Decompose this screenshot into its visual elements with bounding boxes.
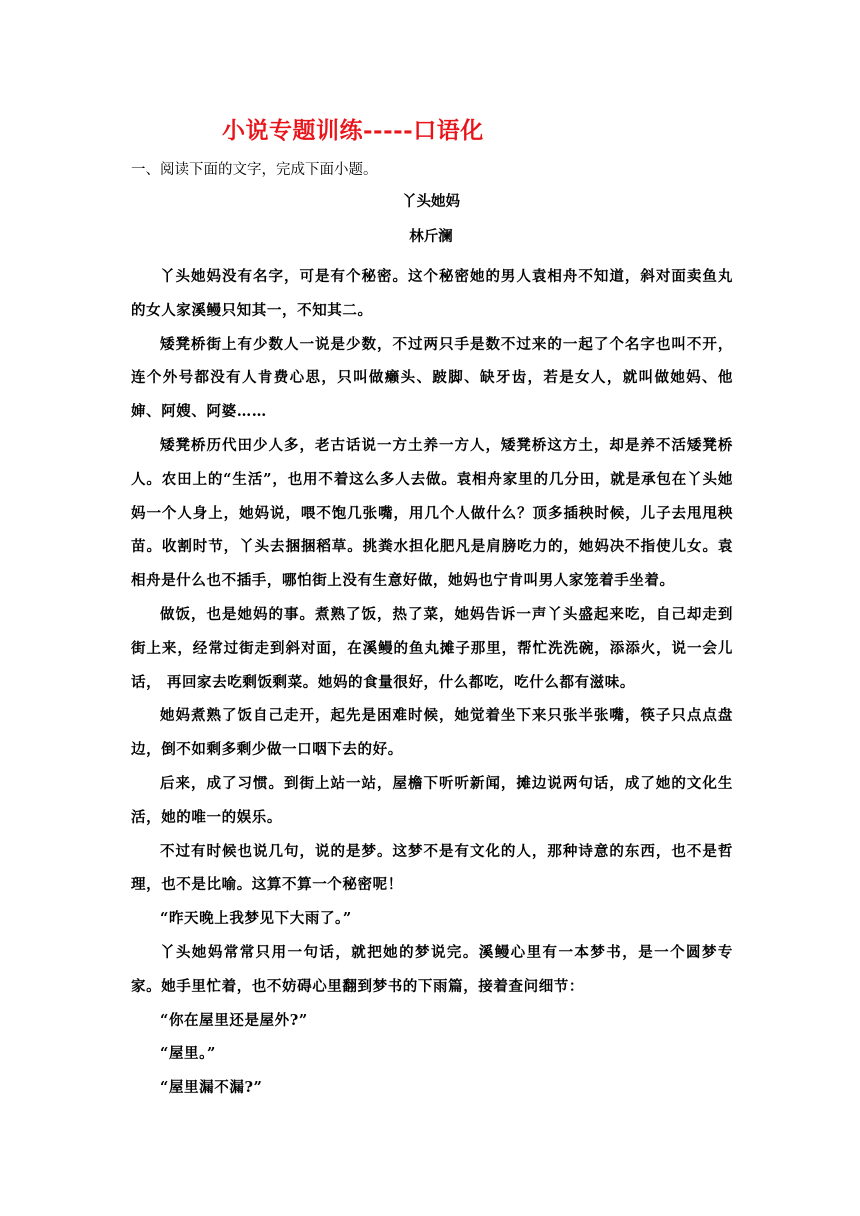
paragraph: “你在屋里还是屋外?” <box>160 1011 308 1029</box>
story-author: 林斤澜 <box>409 228 453 245</box>
paragraph: 矮凳桥街上有少数人一说是少数，不过两只手是数不过来的一起了个名字也叫不开，连个外号都没有人肯费心思，只叫做癞头、跛脚、缺牙齿，若是女人，就叫做她妈、他婶、阿嫂、阿婆…… <box>131 335 733 421</box>
document-title: 小说专题训练-----口语化 <box>222 117 484 144</box>
paragraph: 不过有时候也说几句，说的是梦。这梦不是有文化的人，那种诗意的东西，也不是哲理，也不是比喻。这算不算一个秘密呢！ <box>131 842 733 894</box>
paragraph: 做饭，也是她妈的事。煮熟了饭，热了菜，她妈告诉一声丫头盛起来吃，自己却走到街上来，经常过街走到斜对面，在溪鳗的鱼丸摊子那里，帮忙洗洗碗，添添火，说一会儿话， 再回家去吃剩饭剩菜。她妈的食量很好，什么都吃，吃什么都有滋味。 <box>131 605 733 691</box>
paragraph: “屋里漏不漏?” <box>160 1079 263 1097</box>
paragraph: 丫头她妈没有名字，可是有个秘密。这个秘密她的男人袁相舟不知道，斜对面卖鱼丸的女人家溪鳗只知其一，不知其二。 <box>131 268 733 319</box>
section-heading: 一、阅读下面的文字，完成下面小题。 <box>131 162 378 178</box>
story-title: 丫头她妈 <box>402 193 460 210</box>
paragraph: 她妈煮熟了饭自己走开，起先是困难时候，她觉着坐下来只张半张嘴，筷子只点点盘边，倒不如剩多剩少做一口咽下去的好。 <box>131 707 733 759</box>
paragraph: “昨天晚上我梦见下大雨了。” <box>160 910 352 928</box>
paragraph: 矮凳桥历代田少人多，老古话说一方土养一方人，矮凳桥这方土，却是养不活矮凳桥人。农田上的“生活”，也用不着这么多人去做。袁相舟家里的几分田，就是承包在丫头她妈一个人身上，她妈说，喂不饱几张嘴，用几个人做什么？顶多插秧时候，儿子去甩甩秧苗。收割时节，丫头去捆捆稻草。挑粪水担化肥凡是肩膀吃力的，她妈决不指使儿女。袁相舟是什么也不插手，哪怕街上没有生意好做，她妈也宁肯叫男人家笼着手坐着。 <box>131 436 733 590</box>
story-body <box>131 260 733 1105</box>
paragraph: 丫头她妈常常只用一句话，就把她的梦说完。溪鳗心里有一本梦书，是一个圆梦专家。她手里忙着，也不妨碍心里翻到梦书的下雨篇，接着查问细节： <box>131 943 733 995</box>
paragraph: 后来，成了习惯。到街上站一站，屋檐下听听新闻，摊边说两句话，成了她的文化生活，她的唯一的娱乐。 <box>131 774 733 826</box>
paragraph: “屋里。” <box>160 1045 216 1063</box>
